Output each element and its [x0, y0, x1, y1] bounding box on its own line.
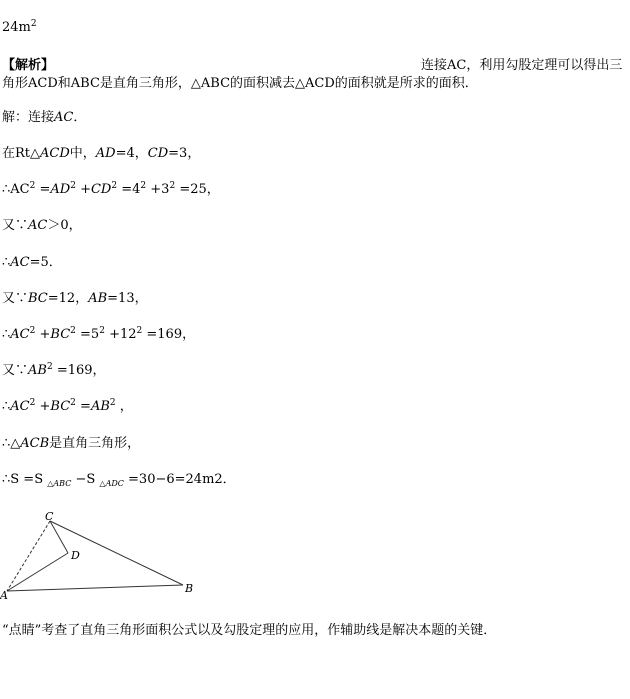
analysis-label-line: [2, 58, 54, 74]
analysis-text-right: [421, 58, 622, 74]
s5-sq3: 2: [99, 326, 105, 336]
answer-line: [2, 20, 37, 37]
s1-sq3: 2: [111, 181, 118, 191]
s7-d: BC: [50, 399, 71, 414]
solution-intro-text: 解：连接: [2, 110, 55, 125]
s6-sq: 2: [46, 362, 53, 372]
step-8: [2, 436, 140, 452]
s1-g: +3: [150, 182, 170, 197]
step-1: [2, 182, 220, 199]
s5-sq1: 2: [29, 326, 36, 336]
s7-a: ∴: [2, 399, 11, 414]
s8-b: ACB: [20, 436, 50, 451]
solution-intro-ac: AC: [54, 110, 74, 125]
s4-d: AB: [88, 291, 108, 306]
answer-exponent: 2: [30, 19, 37, 29]
s1-sq4: 2: [140, 181, 147, 191]
analysis-label: 【解析】: [2, 58, 55, 73]
s7-b: AC: [10, 399, 30, 414]
given-line: [2, 146, 200, 162]
given-cd: CD: [147, 146, 169, 161]
step-3: [2, 255, 62, 271]
s1-f: =4: [121, 182, 141, 197]
analysis-text-right-span: 连接AC，利用勾股定理可以得出三: [421, 58, 623, 73]
s4-b: BC: [28, 291, 48, 306]
s4-a: 又∵: [2, 291, 29, 306]
s5-a: ∴: [2, 327, 11, 342]
s1-e: CD: [90, 182, 112, 197]
s5-sq4: 2: [136, 326, 143, 336]
given-rt: 在Rt△: [2, 146, 41, 161]
s9-e: =30−6=24m2．: [128, 472, 236, 487]
s5-f: +12: [109, 327, 137, 342]
s1-sq2: 2: [70, 181, 76, 191]
s4-e: =13，: [107, 291, 148, 306]
s6-c: =169，: [56, 363, 106, 378]
s9-b: △ABC: [47, 479, 72, 488]
s8-a: ∴△: [2, 436, 21, 451]
solution-intro-period: ．: [73, 110, 87, 125]
label-b: B: [185, 582, 194, 595]
s5-c: +: [39, 327, 51, 342]
s3-c: =5．: [29, 255, 62, 270]
solution-intro: [2, 110, 86, 126]
s8-c: 是直角三角形，: [49, 436, 141, 451]
s5-d: BC: [50, 327, 71, 342]
s6-b: AB: [28, 363, 47, 378]
s5-e: =5: [80, 327, 100, 342]
step-4: [2, 291, 148, 307]
s9-c: −S: [75, 472, 96, 487]
label-a: A: [0, 589, 8, 600]
s2-c: ＞0，: [47, 218, 82, 233]
given-cd-val: =3，: [168, 146, 201, 161]
edge-cb: [50, 521, 183, 585]
comment-line: [2, 623, 496, 639]
step-2: [2, 218, 82, 234]
s7-c: +: [39, 399, 51, 414]
s5-b: AC: [10, 327, 30, 342]
label-c: C: [45, 510, 54, 523]
given-zhong: 中，: [69, 146, 96, 161]
analysis-text-line2-span: 角形ACD和ABC是直角三角形，△ABC的面积减去△ACD的面积就是所求的面积．: [2, 76, 478, 91]
s7-g: ，: [119, 399, 133, 414]
step-7: [2, 399, 133, 416]
s1-h: =25，: [179, 182, 220, 197]
s1-a: ∴AC: [2, 182, 30, 197]
comment-text: “点睛”考查了直角三角形面积公式以及勾股定理的应用，作辅助线是解决本题的关键．: [2, 623, 497, 638]
s7-sq1: 2: [29, 398, 36, 408]
given-acd: ACD: [40, 146, 70, 161]
s7-sq3: 2: [109, 398, 116, 408]
s1-sq5: 2: [169, 181, 176, 191]
analysis-text-line2: [2, 76, 478, 92]
edge-ca-dashed: [7, 521, 50, 591]
step-6: [2, 363, 106, 380]
answer-value: 24m: [2, 20, 31, 35]
s2-b: AC: [28, 218, 48, 233]
s6-a: 又∵: [2, 363, 29, 378]
triangle-figure: [0, 510, 200, 600]
given-ad-val: =4，: [115, 146, 148, 161]
s1-d: +: [80, 182, 91, 197]
s7-f: AB: [90, 399, 110, 414]
step-5: [2, 327, 195, 344]
s2-a: 又∵: [2, 218, 29, 233]
s9-a: ∴S =S: [2, 472, 44, 487]
s5-sq2: 2: [70, 326, 76, 336]
s5-g: =169，: [146, 327, 196, 342]
s1-b: =: [39, 182, 51, 197]
s1-c: AD: [50, 182, 71, 197]
s4-c: =12，: [47, 291, 89, 306]
given-ad: AD: [95, 146, 116, 161]
s1-sq1: 2: [29, 181, 36, 191]
s7-e: =: [80, 399, 91, 414]
step-9: [2, 472, 236, 489]
s7-sq2: 2: [70, 398, 76, 408]
edge-ab: [7, 585, 183, 591]
edge-da: [7, 553, 68, 591]
s9-d: △ADC: [99, 479, 124, 488]
label-d: D: [71, 549, 80, 562]
s3-a: ∴: [2, 255, 11, 270]
s3-b: AC: [10, 255, 30, 270]
